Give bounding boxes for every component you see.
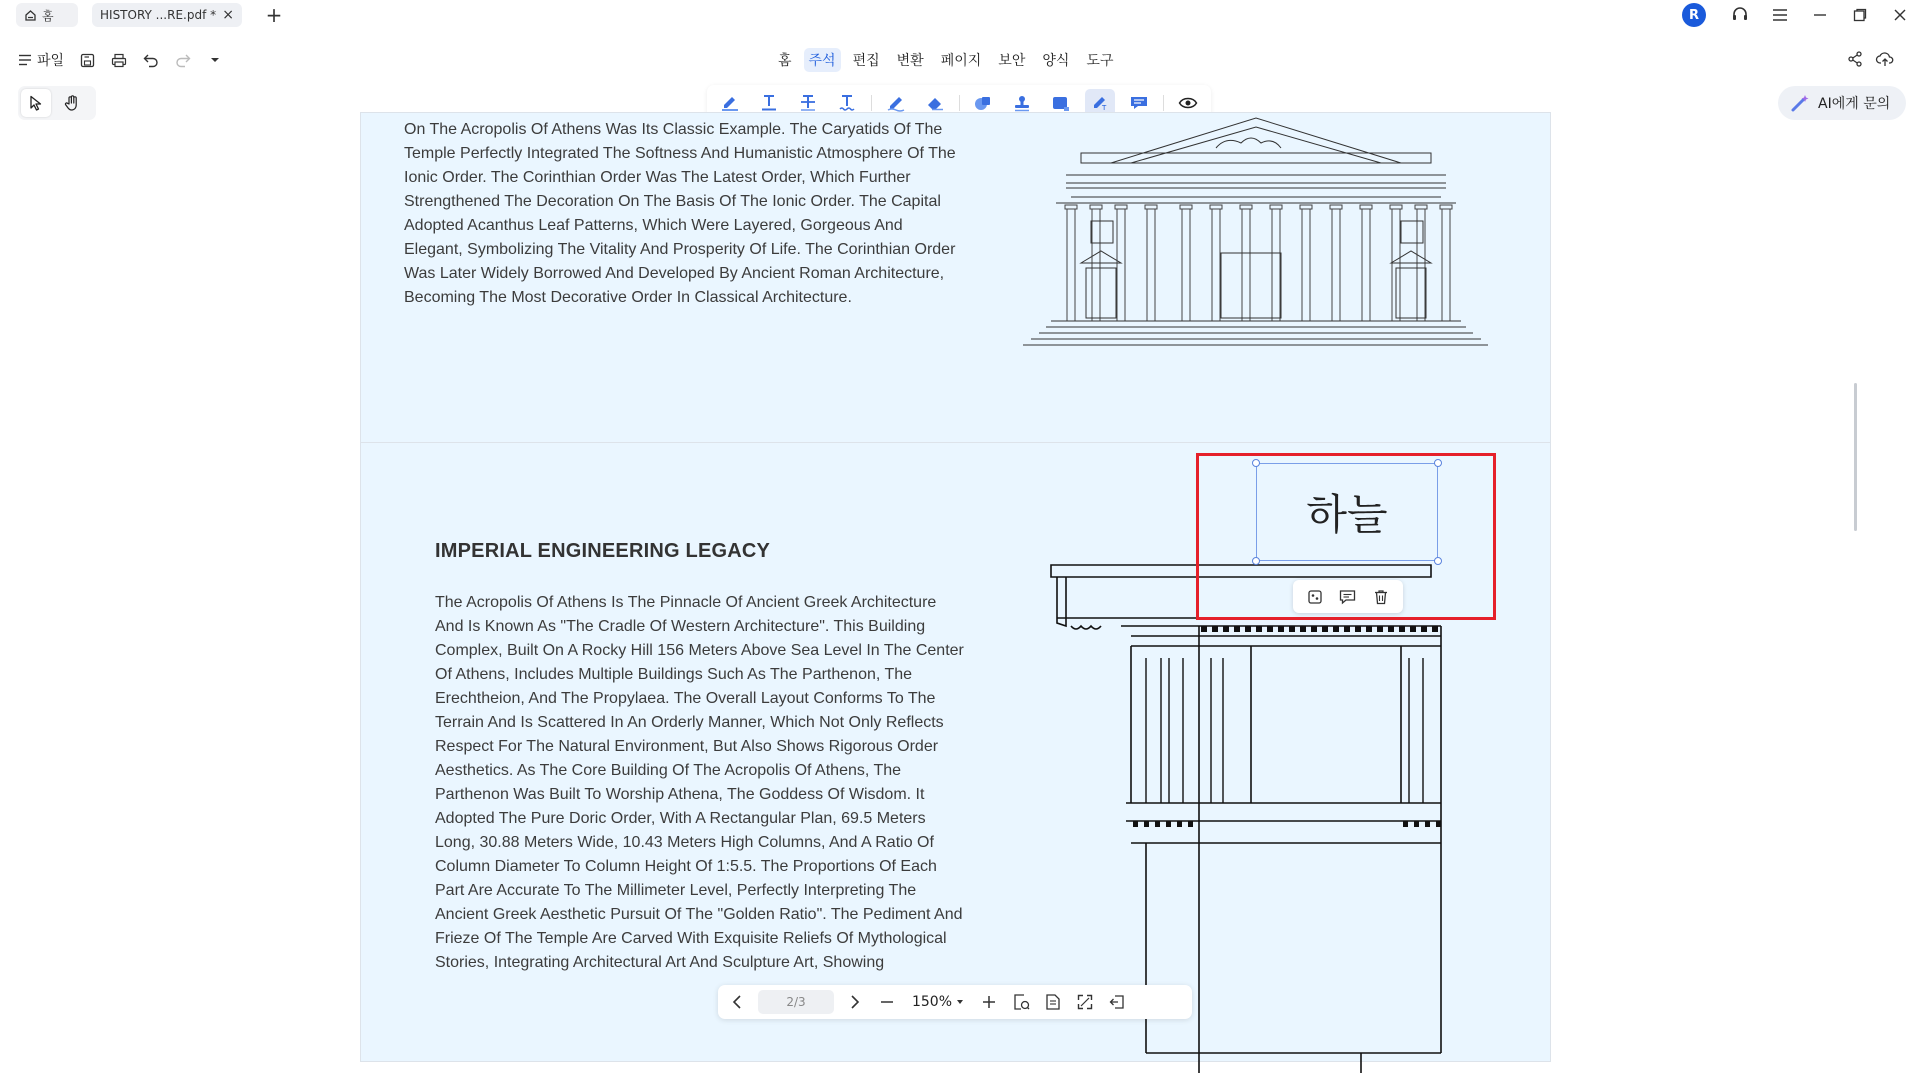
share-icon[interactable]	[1846, 50, 1864, 68]
previous-page-icon[interactable]	[726, 991, 748, 1013]
ask-ai-label: AI에게 문의	[1818, 96, 1891, 112]
undo-icon[interactable]	[142, 51, 160, 69]
menu-security[interactable]: 보안	[998, 53, 1026, 69]
fit-page-icon[interactable]	[1010, 991, 1032, 1013]
minimize-icon[interactable]	[1808, 3, 1832, 27]
hamburger-menu-icon[interactable]	[1768, 3, 1792, 27]
user-avatar[interactable]: R	[1682, 3, 1706, 27]
select-cursor-icon[interactable]	[21, 89, 51, 117]
toolbar-divider	[959, 95, 960, 111]
document-viewport[interactable]	[0, 121, 1920, 1029]
menu-form[interactable]: 양식	[1042, 53, 1070, 69]
page-number-input[interactable]: 2/3	[758, 990, 834, 1014]
fullscreen-icon[interactable]	[1074, 991, 1096, 1013]
annotation-comment-icon[interactable]	[1337, 586, 1359, 608]
home-tab-label: 홈	[42, 8, 54, 23]
ai-sparkle-icon	[1790, 93, 1810, 113]
vertical-scrollbar[interactable]	[1854, 383, 1857, 531]
toolbar-divider	[1163, 95, 1164, 111]
next-page-icon[interactable]	[844, 991, 866, 1013]
menu-convert[interactable]: 변환	[896, 53, 924, 69]
zoom-in-icon[interactable]	[978, 991, 1000, 1013]
text-annotation[interactable]: 하늘	[1256, 463, 1438, 561]
add-tab-button[interactable]: +	[265, 3, 283, 27]
menu-edit[interactable]: 편집	[852, 53, 880, 69]
exit-reading-mode-icon[interactable]	[1106, 991, 1128, 1013]
trash-icon[interactable]	[1370, 586, 1392, 608]
resize-handle-bottom-right[interactable]	[1434, 557, 1442, 565]
menu-bar	[0, 44, 1920, 78]
zoom-out-icon[interactable]	[876, 991, 898, 1013]
temple-illustration	[1001, 113, 1481, 443]
menu-tools[interactable]: 도구	[1086, 53, 1114, 69]
page1-body-text: On The Acropolis Of Athens Was Its Classic Example. The Caryatids Of The Temple Perfectly Integrated The Softness And Humanistic Atmosphere Of The Ionic Order. The Corinthian Order Was The Latest Order, Which Further Strengthened The Decoration On The Basis Of The Ionic Order. The Capital Adopted Acanthus Leaf Patterns, Which Were Layered, Gorgeous And Elegant, Symbolizing The Vitality And Prosperity Of Life. The Corinthian Order Was Later Widely Borrowed And Developed By Ancient Roman Architecture, Becoming The Most Decorative Order In Classical Architecture.	[404, 121, 956, 306]
close-window-icon[interactable]	[1888, 3, 1912, 27]
close-tab-icon[interactable]: ×	[222, 7, 234, 23]
menu-annotate[interactable]: 주석	[804, 48, 841, 72]
restore-icon[interactable]	[1848, 3, 1872, 27]
title-bar	[0, 0, 1920, 30]
cursor-mode-group	[18, 86, 96, 120]
home-tab[interactable]	[16, 3, 78, 27]
save-icon[interactable]	[78, 51, 96, 69]
document-tab[interactable]	[92, 3, 242, 27]
home-icon	[24, 9, 37, 22]
hand-tool-icon[interactable]	[57, 89, 87, 117]
resize-handle-bottom-left[interactable]	[1252, 557, 1260, 565]
chevron-down-icon	[956, 999, 964, 1005]
menu-home[interactable]: 홈	[778, 53, 792, 69]
annotation-properties-icon[interactable]	[1304, 586, 1326, 608]
svg-text:T: T	[1102, 104, 1107, 112]
file-menu-button[interactable]	[18, 50, 64, 70]
zoom-level-value: 150%	[911, 994, 953, 1010]
print-icon[interactable]	[110, 51, 128, 69]
section-heading: IMPERIAL ENGINEERING LEGACY	[435, 540, 771, 562]
ask-ai-button[interactable]	[1778, 86, 1906, 120]
support-headset-icon[interactable]	[1728, 3, 1752, 27]
pdf-page-1	[360, 112, 1551, 462]
page2-body-text: The Acropolis Of Athens Is The Pinnacle Of Ancient Greek Architecture And Is Known As "The Cradle Of Western Architecture". This Building Complex, Built On A Rocky Hill 156 Meters Above Sea Level In The Center Of Athens, Includes Multiple Buildings Such As The Parthenon, The Erechtheion, And The Propylaea. The Overall Layout Conforms To The Terrain And Is Scattered In An Orderly Manner, Which Not Only Reflects Respect For The Natural Environment, But Also Shows Rigorous Order Aesthetics. As The Core Building Of The Acropolis Of Athens, The Parthenon Was Built To Worship Athena, The Goddess Of Wisdom. It Adopted The Pure Doric Order, With A Rectangular Plan, 69.5 Meters Long, 30.88 Meters Wide, 10.43 Meters High Columns, And A Ratio Of Column Diameter To Column Height Of 1:5.5. The Proportions Of Each Part Are Accurate To The Millimeter Level, Perfectly Interpreting The Ancient Greek Aesthetic Pursuit Of The "Golden Ratio". The Pediment And Frieze Of The Temple Are Carved With Exquisite Reliefs Of Mythological Stories, Integrating Architectural Art And Sculpture Art, Showing	[435, 594, 964, 971]
cloud-upload-icon[interactable]	[1876, 50, 1894, 68]
page-navigation-bar	[718, 985, 1192, 1019]
resize-handle-top-right[interactable]	[1434, 459, 1442, 467]
file-menu-label: 파일	[37, 53, 65, 69]
top-right-actions	[1846, 50, 1894, 68]
document-tab-label: HISTORY ...RE.pdf *	[100, 8, 217, 22]
page-view-icon[interactable]	[1042, 991, 1064, 1013]
annotation-context-toolbar	[1293, 580, 1403, 613]
quick-access-dropdown-icon[interactable]	[206, 51, 224, 69]
main-menu	[773, 48, 1118, 72]
menu-page[interactable]: 페이지	[940, 53, 982, 69]
menu-lines-icon	[18, 54, 32, 66]
redo-icon[interactable]	[174, 51, 192, 69]
zoom-level-dropdown[interactable]	[908, 994, 968, 1010]
resize-handle-top-left[interactable]	[1252, 459, 1260, 467]
toolbar-divider	[871, 95, 872, 111]
